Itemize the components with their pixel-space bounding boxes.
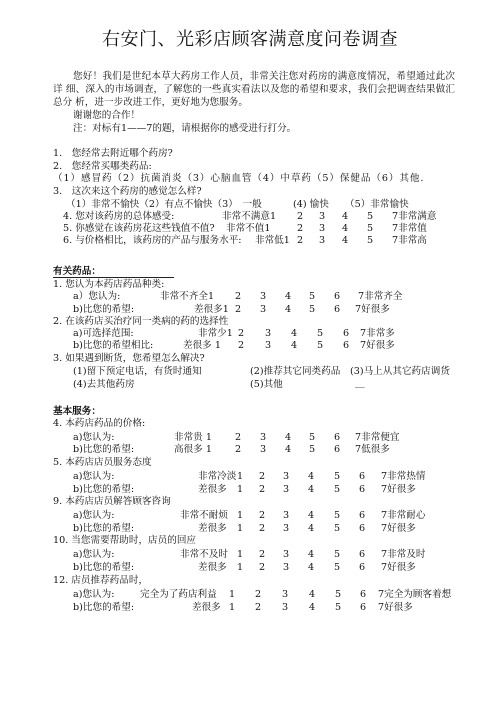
service-q12-b-label: b)比您的希望: — [73, 602, 135, 613]
scale-number: 3 — [282, 523, 290, 534]
service-q9-a-high: 7非常耐心 — [381, 510, 426, 521]
service-q5-a-high: 7非常热情 — [381, 471, 426, 482]
drug-q2-b-label: b)比您的希望相比: — [73, 340, 154, 351]
service-q9-b-label: b)比您的希望: — [73, 523, 135, 534]
drug-q1-b-label: b)比您的希望: — [73, 304, 135, 315]
scale-number: 5 — [334, 589, 342, 600]
question-3-option-1-3: （1）非常不愉快（2）有点不愉快（3） 一般 — [66, 199, 262, 210]
scale-number: 5 — [308, 444, 316, 455]
scale-number: 2 — [234, 304, 242, 315]
scale-number: 4 — [341, 235, 349, 246]
service-q9-a-low: 非常不耐烦 — [180, 510, 228, 521]
drug-q1: 1. 您认为本药店药品种类: — [53, 279, 165, 290]
scale-number: 6 — [358, 471, 366, 482]
scale-number: 3 — [281, 602, 289, 613]
scale-number: 4 — [307, 549, 315, 560]
scale-number: 6 — [358, 510, 366, 521]
drug-q1-a-label: a）您认为: — [73, 291, 121, 302]
scale-number: 2 — [258, 523, 266, 534]
scale-number: 4 — [284, 432, 292, 443]
service-q12-a-low: 完全为了药店利益 — [140, 589, 217, 600]
scale-number: 5 — [366, 235, 374, 246]
scale-number: 3 — [264, 340, 272, 351]
question-6-high: 7非常高 — [392, 235, 427, 246]
scale-number: 2 — [254, 589, 262, 600]
drug-q2-a-high: 7非常多 — [360, 328, 395, 339]
scale-number: 5 — [308, 304, 316, 315]
scale-number: 5 — [333, 484, 341, 495]
service-q5-b-label: b)比您的希望: — [73, 484, 135, 495]
drug-q3-option-4: (4)去其他药房 — [73, 379, 135, 390]
service-q10: 10. 当您需要帮助时，店员的回应 — [53, 535, 197, 546]
scale-number: 4 — [290, 340, 298, 351]
scale-number: 2 — [258, 562, 266, 573]
question-3: 3. 这次来这个药房的感觉怎么样? — [53, 186, 202, 197]
scale-number: 3 — [318, 235, 326, 246]
service-q4-b-label: b)比您的希望: — [73, 444, 135, 455]
scale-number: 4 — [284, 291, 292, 302]
scale-number: 4 — [290, 328, 298, 339]
question-3-option-5: （5）非常愉快 — [345, 199, 409, 210]
scale-number: 5 — [308, 432, 316, 443]
scale-number: 1 — [236, 510, 244, 521]
scale-number: 2 — [258, 484, 266, 495]
scale-number: 5 — [316, 340, 324, 351]
scale-number: 4 — [308, 589, 316, 600]
scale-number: 6 — [342, 328, 350, 339]
scale-number: 6 — [358, 523, 366, 534]
scale-number: 1 — [236, 562, 244, 573]
scale-number: 4 — [341, 223, 349, 234]
service-q9-b-high: 7好很多 — [381, 523, 416, 534]
service-q10-a-low: 非常不及时 — [180, 549, 228, 560]
scale-number: 2 — [258, 549, 266, 560]
service-q9-b-low: 差很多 — [198, 523, 227, 534]
service-q4-a-low: 非常贵 1 — [174, 432, 212, 443]
scale-number: 1 — [236, 484, 244, 495]
scale-number: 2 — [296, 223, 304, 234]
question-1: 1. 您经常去附近哪个药房? — [53, 148, 173, 159]
scale-number: 1 — [236, 523, 244, 534]
question-5-high: 7非常值 — [392, 223, 427, 234]
service-q9-a-label: a)您认为: — [73, 510, 115, 521]
page-title: 右安门、光彩店顾客满意度问卷调查 — [102, 29, 398, 50]
drug-q2-a-low: 非常少1 — [198, 328, 233, 339]
section-drug-heading: 有关药品： — [53, 266, 101, 277]
drug-q3: 3. 如果遇到断货，您希望怎么解决? — [53, 353, 205, 364]
scale-number: 6 — [358, 562, 366, 573]
scale-number: 2 — [258, 510, 266, 521]
scale-number: 3 — [259, 444, 267, 455]
scale-number: 5 — [333, 510, 341, 521]
scale-number: 4 — [307, 523, 315, 534]
service-q12: 12. 店员推荐药品时， — [53, 575, 149, 586]
scale-number: 2 — [234, 291, 242, 302]
drug-q3-option-5: (5)其他 — [250, 379, 283, 390]
scale-number: 3 — [259, 304, 267, 315]
scale-number: 3 — [318, 211, 326, 222]
question-4-low: 非常不满意1 — [222, 211, 277, 222]
scale-number: 6 — [358, 549, 366, 560]
question-4-high: 7非常满意 — [392, 211, 437, 222]
drug-q3-option-5-blank: ＿ — [355, 379, 365, 390]
scale-number: 5 — [316, 328, 324, 339]
drug-q2: 2. 在该药店买治疗同一类病的药的选择性 — [53, 316, 229, 327]
scale-number: 3 — [282, 484, 290, 495]
scale-number: 4 — [307, 562, 315, 573]
scale-number: 3 — [318, 223, 326, 234]
scale-number: 5 — [308, 291, 316, 302]
scale-number: 6 — [359, 602, 367, 613]
scale-number: 4 — [284, 444, 292, 455]
scale-number: 6 — [333, 432, 341, 443]
scale-number: 4 — [308, 602, 316, 613]
scale-number: 3 — [259, 291, 267, 302]
service-q12-b-high: 7好很多 — [378, 602, 413, 613]
service-q12-a-high: 7完全为顾客着想 — [378, 589, 452, 600]
question-6-low: 非常低1 — [255, 235, 290, 246]
scale-number: 6 — [333, 304, 341, 315]
drug-q3-option-3: (3)马上从其它药店调货 — [350, 366, 450, 377]
scale-number: 2 — [296, 235, 304, 246]
service-q5: 5. 本药店店员服务态度 — [53, 457, 152, 468]
question-4-label: 4. 您对该药房的总体感受: — [63, 211, 175, 222]
service-q9: 9. 本药店店员解答顾客咨询 — [53, 496, 171, 507]
drug-q2-a-label: a)可选择范围: — [73, 328, 134, 339]
scale-number: 5 — [334, 602, 342, 613]
question-6-label: 6. 与价格相比，该药房的产品与服务水平: — [63, 235, 242, 246]
scale-number: 6 — [358, 484, 366, 495]
scale-number: 2 — [258, 471, 266, 482]
service-q4-b-high: 7低很多 — [355, 444, 390, 455]
scale-number: 2 — [254, 602, 262, 613]
scale-number: 5 — [333, 523, 341, 534]
intro-paragraph: 您好！我们是世纪本草大药房工作人员，非常关注您对药房的满意度情况，希望通过此次详 细、深入的市场调查，了解您的一些真实看法以及您的希望和要求，我们会把调查结果做汇总分 析，进一步改进工作，更好地为您服务。 — [53, 71, 455, 108]
scale-number: 3 — [282, 471, 290, 482]
question-3-option-4: (4) 愉快 — [293, 199, 329, 210]
drug-q1-a-high: 7非常齐全 — [358, 291, 403, 302]
scale-number: 3 — [282, 510, 290, 521]
scale-number: 4 — [307, 484, 315, 495]
scale-number: 6 — [342, 340, 350, 351]
service-q10-b-label: b)比您的希望: — [73, 562, 135, 573]
question-5-low: 非常不值1 — [226, 223, 271, 234]
scale-number: 2 — [296, 211, 304, 222]
service-q10-a-label: a)您认为: — [73, 549, 115, 560]
service-q5-a-label: a)您认为: — [73, 471, 115, 482]
note-text: 注：对标有1——7的题，请根据你的感受进行打分。 — [73, 123, 297, 134]
service-q5-a-low: 非常冷淡 — [198, 471, 237, 482]
scale-number: 3 — [282, 549, 290, 560]
drug-q1-b-high: 7好很多 — [355, 304, 390, 315]
scale-number: 4 — [307, 471, 315, 482]
question-2: 2. 您经常买哪类药品: — [53, 161, 152, 172]
scale-number: 1 — [236, 549, 244, 560]
thanks-text: 谢谢您的合作！ — [73, 110, 141, 121]
section-service-heading: 基本服务： — [53, 406, 101, 417]
service-q4-a-high: 7非常便宜 — [355, 432, 400, 443]
scale-number: 4 — [284, 304, 292, 315]
drug-q2-b-low: 差很多 1 — [183, 340, 221, 351]
service-q10-b-high: 7好很多 — [381, 562, 416, 573]
scale-number: 4 — [307, 510, 315, 521]
scale-number: 1 — [228, 589, 236, 600]
scale-number: 2 — [237, 340, 245, 351]
scale-number: 6 — [333, 291, 341, 302]
scale-number: 5 — [366, 223, 374, 234]
scale-number: 3 — [282, 562, 290, 573]
drug-q1-b-low: 差很多1 — [194, 304, 229, 315]
service-q5-b-low: 差很多 — [198, 484, 227, 495]
service-q4: 4. 本药店药品的价格: — [53, 418, 146, 429]
scale-number: 5 — [333, 471, 341, 482]
scale-number: 3 — [281, 589, 289, 600]
service-q4-b-low: 高很多 1 — [174, 444, 212, 455]
scale-number: 5 — [333, 549, 341, 560]
scale-number: 5 — [366, 211, 374, 222]
scale-number: 6 — [359, 589, 367, 600]
scale-number: 2 — [234, 432, 242, 443]
service-q10-a-high: 7非常及时 — [381, 549, 426, 560]
drug-q1-a-low: 非常不齐全1 — [160, 291, 215, 302]
drug-q3-option-1: (1)留下预定电话，有货时通知 — [73, 366, 202, 377]
scale-number: 5 — [333, 562, 341, 573]
section-drug-underline — [53, 277, 174, 278]
service-q12-a-label: a)您认为: — [73, 589, 115, 600]
service-q4-a-label: a)您认为: — [73, 432, 115, 443]
question-5-label: 5. 你感觉在该药房花这些钱值不值? — [63, 223, 215, 234]
scale-number: 1 — [228, 602, 236, 613]
service-q12-b-low: 差很多 — [192, 602, 221, 613]
service-q10-b-low: 差很多 — [198, 562, 227, 573]
scale-number: 1 — [236, 471, 244, 482]
scale-number: 2 — [237, 328, 245, 339]
drug-q2-b-high: 7好很多 — [360, 340, 395, 351]
question-2-options: （1）感冒药（2）抗菌消炎（3）心脑血管（4）中草药（5）保健品（6）其他. — [53, 173, 425, 184]
scale-number: 4 — [341, 211, 349, 222]
service-q5-b-high: 7好很多 — [381, 484, 416, 495]
scale-number: 3 — [264, 328, 272, 339]
scale-number: 6 — [333, 444, 341, 455]
scale-number: 2 — [234, 444, 242, 455]
scale-number: 3 — [259, 432, 267, 443]
drug-q3-option-2: (2)推荐其它同类药品 — [250, 366, 341, 377]
